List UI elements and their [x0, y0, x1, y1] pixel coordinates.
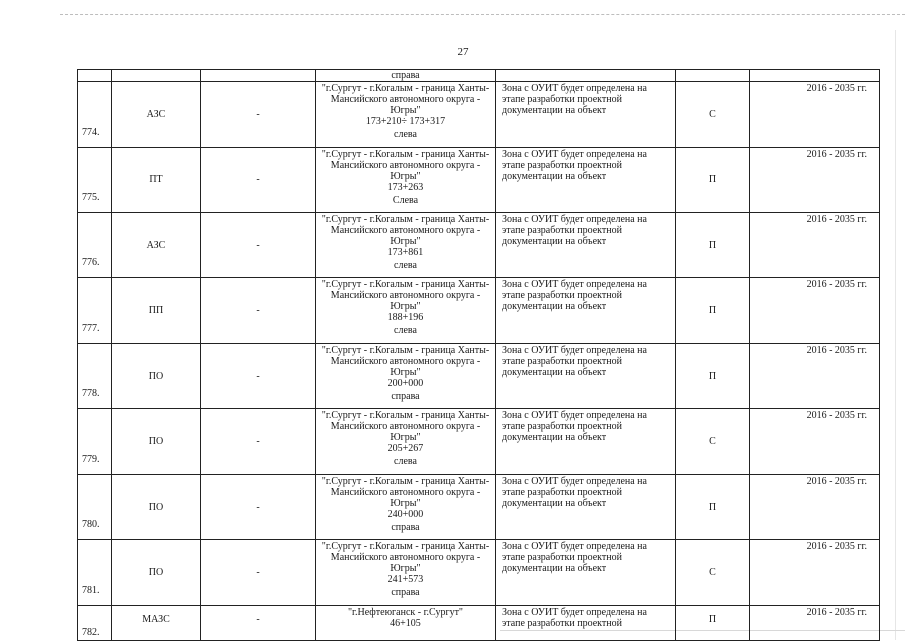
table-cell-period [750, 82, 880, 147]
row-number: 780. [82, 519, 100, 531]
table-cell-dash [201, 409, 316, 474]
location-side: слева [394, 259, 417, 271]
table-row [78, 82, 880, 147]
table-cell-type [112, 474, 201, 539]
location-road: "г.Сургут - г.Когалым - граница Ханты-Мансийского автономного округа - Югры" [321, 410, 490, 444]
table-cell-zone [496, 278, 676, 343]
table-cell-dash [201, 82, 316, 147]
table-cell-type [112, 605, 201, 640]
row-number: 781. [82, 584, 100, 596]
object-type: ПО [148, 436, 164, 448]
table-cell-location [316, 147, 496, 212]
table-cell-type [112, 212, 201, 277]
period-text: 2016 - 2035 гг. [806, 606, 867, 618]
object-type: АЗС [146, 239, 166, 251]
row-number: 779. [82, 453, 100, 465]
table-cell-num [78, 212, 112, 277]
category-code: П [708, 613, 717, 625]
table-row [78, 147, 880, 212]
period-text: 2016 - 2035 гг. [806, 344, 867, 356]
table-cell-period [750, 147, 880, 212]
table-cell-category [676, 70, 750, 82]
table-cell-num [78, 474, 112, 539]
location-side: справа [391, 390, 420, 402]
table-row [78, 605, 880, 640]
row-number: 778. [82, 388, 100, 400]
table-cell-dash [201, 278, 316, 343]
location-km: 241+573 [387, 574, 424, 586]
table-cell-period [750, 70, 880, 82]
table-cell-zone [496, 212, 676, 277]
location-road: "г.Сургут - г.Когалым - граница Ханты-Мансийского автономного округа - Югры" [321, 344, 490, 378]
table-cell-num [78, 82, 112, 147]
location-side: Слева [392, 194, 419, 206]
zone-text: Зона с ОУИТ будет определена на этапе разработки проектной документации на объект [502, 83, 647, 117]
location-side: справа [391, 587, 420, 599]
table-cell-location [316, 82, 496, 147]
table-cell-location [316, 605, 496, 640]
table-cell-category [676, 212, 750, 277]
table-cell-period [750, 212, 880, 277]
objects-table [77, 69, 880, 641]
table-cell-period [750, 343, 880, 408]
location-side: справа [391, 521, 420, 533]
table-cell-num [78, 343, 112, 408]
table-cell-num [78, 147, 112, 212]
table-cell-num [78, 409, 112, 474]
location-side: слева [394, 129, 417, 141]
location-km: 205+267 [387, 443, 424, 455]
period-text: 2016 - 2035 гг. [806, 83, 867, 95]
location-km: 173+210÷ 173+317 [365, 116, 446, 128]
table-cell-type [112, 82, 201, 147]
empty-value: - [256, 566, 260, 578]
location-km: 173+861 [387, 246, 424, 258]
table-cell-dash [201, 212, 316, 277]
table-cell-num [78, 278, 112, 343]
object-type: ПО [148, 370, 164, 382]
row-number: 774. [82, 126, 100, 138]
table-cell-dash [201, 474, 316, 539]
table-cell-category [676, 278, 750, 343]
table-cell-period [750, 540, 880, 605]
period-text: 2016 - 2035 гг. [806, 410, 867, 422]
table-row [78, 212, 880, 277]
row-number: 782. [82, 627, 100, 638]
table-cell-location [316, 409, 496, 474]
zone-text: Зона с ОУИТ будет определена на этапе разработки проектной документации на объект [502, 213, 647, 247]
category-code: С [709, 566, 716, 578]
table-cell-location [316, 70, 496, 82]
table-cell-dash [201, 343, 316, 408]
table-row [78, 474, 880, 539]
zone-text: Зона с ОУИТ будет определена на этапе разработки проектной документации на объект [502, 475, 647, 509]
zone-text: Зона с ОУИТ будет определена на этапе разработки проектной документации на объект [502, 148, 647, 182]
empty-value: - [256, 305, 260, 317]
table-cell-zone [496, 605, 676, 640]
table-cell-period [750, 474, 880, 539]
zone-text: Зона с ОУИТ будет определена на этапе разработки проектной документации на объект [502, 279, 647, 313]
table-row [78, 278, 880, 343]
table-cell-dash [201, 70, 316, 82]
scan-edge-top [60, 14, 905, 15]
table-cell-type [112, 540, 201, 605]
location-road: "г.Сургут - г.Когалым - граница Ханты-Мансийского автономного округа - Югры" [321, 475, 490, 509]
table-cell-location [316, 212, 496, 277]
object-type: ПО [148, 501, 164, 513]
empty-value: - [256, 501, 260, 513]
empty-value: - [256, 239, 260, 251]
table-row [78, 409, 880, 474]
row-number: 775. [82, 191, 100, 203]
object-type: ПП [148, 305, 164, 317]
location-km: 46+105 [390, 617, 421, 629]
table-cell-category [676, 409, 750, 474]
table-cell-type [112, 409, 201, 474]
period-text: 2016 - 2035 гг. [806, 213, 867, 225]
table-cell-zone [496, 474, 676, 539]
table-cell-zone [496, 343, 676, 408]
zone-text: Зона с ОУИТ будет определена на этапе разработки проектной документации на объект [502, 410, 647, 444]
object-type: АЗС [146, 108, 166, 120]
location-road: "г.Нефтеюганск - г.Сургут" [347, 606, 464, 618]
location-road: "г.Сургут - г.Когалым - граница Ханты-Мансийского автономного округа - Югры" [321, 213, 490, 247]
table-cell-type [112, 278, 201, 343]
empty-value: - [256, 436, 260, 448]
period-text: 2016 - 2035 гг. [806, 475, 867, 487]
location-km: 173+263 [387, 181, 424, 193]
table-cell-zone [496, 147, 676, 212]
location-side: слева [394, 325, 417, 337]
table-row-continued [78, 70, 880, 82]
table-cell-category [676, 82, 750, 147]
table-cell-category [676, 147, 750, 212]
object-type: ПО [148, 566, 164, 578]
period-text: 2016 - 2035 гг. [806, 541, 867, 553]
table-cell-location [316, 278, 496, 343]
page-number: 27 [457, 46, 469, 58]
table-cell-zone [496, 540, 676, 605]
zone-text: Зона с ОУИТ будет определена на этапе разработки проектной документации на объект [502, 344, 647, 378]
table-cell-location [316, 343, 496, 408]
category-code: П [708, 305, 717, 317]
table-cell-period [750, 409, 880, 474]
table-cell-zone [496, 409, 676, 474]
table-cell-type [112, 70, 201, 82]
empty-value: - [256, 370, 260, 382]
location-side: справа [391, 70, 420, 82]
table-cell-zone [496, 82, 676, 147]
empty-value: - [256, 108, 260, 120]
category-code: С [709, 108, 716, 120]
category-code: П [708, 501, 717, 513]
table-cell-num [78, 540, 112, 605]
table-cell-category [676, 474, 750, 539]
table-cell-dash [201, 147, 316, 212]
location-road: "г.Сургут - г.Когалым - граница Ханты-Мансийского автономного округа - Югры" [321, 279, 490, 313]
table-row [78, 343, 880, 408]
table-cell-period [750, 278, 880, 343]
table-cell-num [78, 605, 112, 640]
category-code: П [708, 239, 717, 251]
category-code: С [709, 436, 716, 448]
table-cell-location [316, 474, 496, 539]
table-cell-category [676, 540, 750, 605]
location-road: "г.Сургут - г.Когалым - граница Ханты-Мансийского автономного округа - Югры" [321, 541, 490, 575]
object-type: ПТ [149, 174, 163, 186]
zone-text: Зона с ОУИТ будет определена на этапе разработки проектной документации на объект [502, 541, 647, 575]
table-cell-category [676, 343, 750, 408]
location-km: 188+196 [387, 312, 424, 324]
location-km: 200+000 [387, 377, 424, 389]
table-cell-num [78, 70, 112, 82]
period-text: 2016 - 2035 гг. [806, 148, 867, 160]
table-cell-period [750, 605, 880, 640]
empty-value: - [256, 174, 260, 186]
table-cell-type [112, 147, 201, 212]
category-code: П [708, 370, 717, 382]
scan-edge-right [895, 30, 896, 640]
zone-text: Зона с ОУИТ будет определена на этапе разработки проектной [502, 606, 647, 629]
table-cell-type [112, 343, 201, 408]
row-number: 776. [82, 257, 100, 269]
row-number: 777. [82, 322, 100, 334]
table-row [78, 540, 880, 605]
location-side: слева [394, 456, 417, 468]
table-cell-location [316, 540, 496, 605]
table-cell-category [676, 605, 750, 640]
table-cell-dash [201, 540, 316, 605]
location-road: "г.Сургут - г.Когалым - граница Ханты-Мансийского автономного округа - Югры" [321, 148, 490, 182]
period-text: 2016 - 2035 гг. [806, 279, 867, 291]
empty-value: - [256, 613, 260, 625]
object-type: МАЗС [142, 613, 170, 625]
location-road: "г.Сургут - г.Когалым - граница Ханты-Мансийского автономного округа - Югры" [321, 83, 490, 117]
category-code: П [708, 174, 717, 186]
table-cell-dash [201, 605, 316, 640]
table-cell-zone [496, 70, 676, 82]
location-km: 240+000 [387, 508, 424, 520]
